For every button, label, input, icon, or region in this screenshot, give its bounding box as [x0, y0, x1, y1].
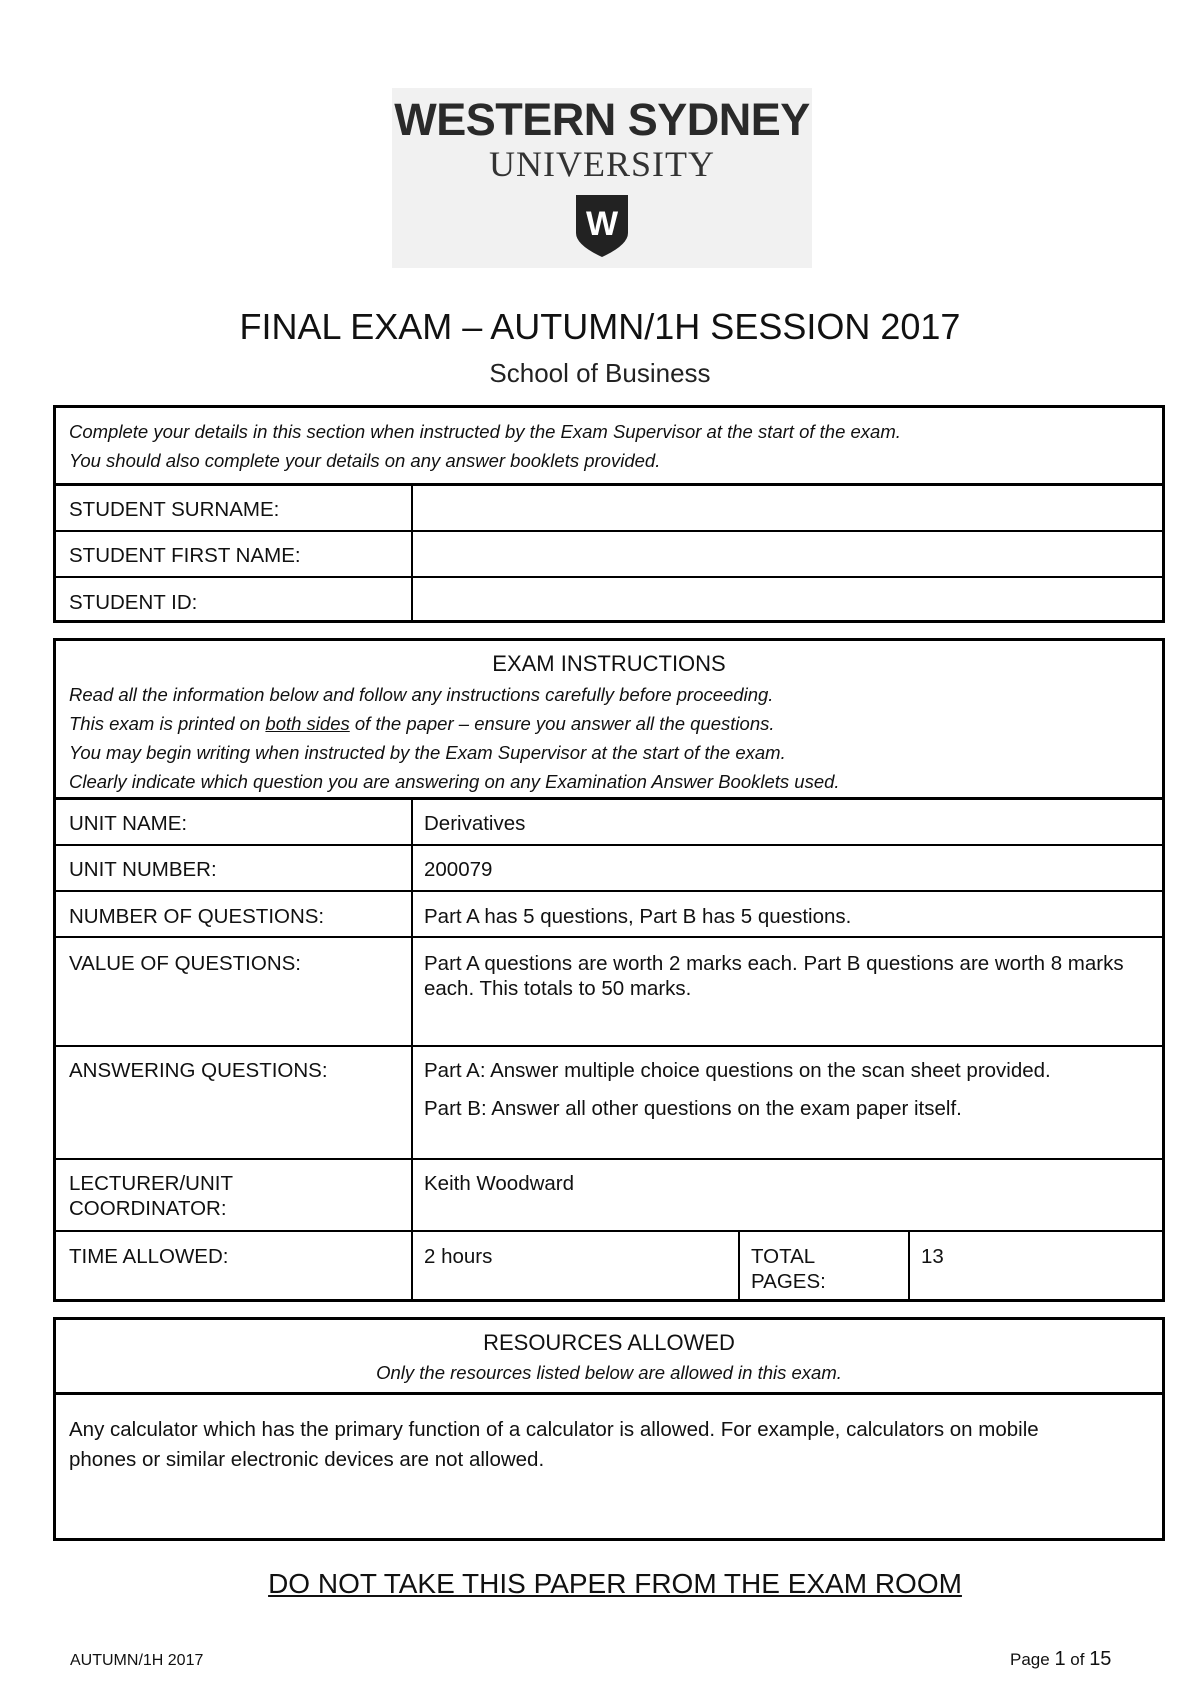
student-details-box	[53, 405, 1165, 623]
divider	[738, 1232, 740, 1299]
num-questions-value: Part A has 5 questions, Part B has 5 questions.	[424, 905, 852, 928]
resources-box	[53, 1317, 1165, 1541]
divider	[56, 1045, 1162, 1047]
value-of-questions-value: Part A questions are worth 2 marks each. Part B questions are worth 8 marks each. This totals to 50 marks.	[424, 952, 1124, 1000]
instruction-line-3: You may begin writing when instructed by the Exam Supervisor at the start of the exam.	[69, 742, 786, 763]
logo-line2: UNIVERSITY	[489, 144, 715, 184]
unit-number-label: UNIT NUMBER:	[69, 858, 217, 881]
lecturer-value: Keith Woodward	[424, 1172, 575, 1195]
exam-instructions-box	[53, 638, 1165, 1302]
surname-field[interactable]	[416, 488, 1156, 528]
divider	[56, 1230, 1162, 1232]
divider	[56, 530, 1162, 532]
university-logo	[392, 88, 812, 268]
total-pages-value: 13	[921, 1245, 944, 1268]
unit-name-label: UNIT NAME:	[69, 812, 188, 835]
value-of-questions-label: VALUE OF QUESTIONS:	[69, 952, 301, 975]
num-questions-label: NUMBER OF QUESTIONS:	[69, 905, 325, 928]
unit-name-value: Derivatives	[424, 812, 526, 835]
time-allowed-value: 2 hours	[424, 1245, 493, 1268]
resources-body-line2: phones or similar electronic devices are not allowed.	[69, 1448, 545, 1471]
school-name: School of Business	[489, 358, 711, 388]
resources-subheading: Only the resources listed below are allowed in this exam.	[376, 1362, 842, 1383]
shield-letter: W	[585, 205, 619, 243]
total-pages-label-line2: PAGES:	[751, 1270, 826, 1293]
lecturer-label-line1: LECTURER/UNIT	[69, 1172, 234, 1195]
page-number: Page 1 of 15	[1010, 1648, 1112, 1670]
resources-heading: RESOURCES ALLOWED	[483, 1330, 735, 1355]
details-instruction-2: You should also complete your details on any answer booklets provided.	[69, 450, 661, 471]
instruction-line-1: Read all the information below and follow any instructions carefully before proceeding.	[69, 684, 774, 705]
resources-body-line1: Any calculator which has the primary function of a calculator is allowed. For example, calculators on mobile	[69, 1418, 1039, 1441]
lecturer-label-line2: COORDINATOR:	[69, 1197, 227, 1220]
divider	[411, 486, 413, 623]
divider	[56, 936, 1162, 938]
divider	[56, 890, 1162, 892]
first-name-label: STUDENT FIRST NAME:	[69, 544, 301, 567]
divider	[56, 1158, 1162, 1160]
footer-session: AUTUMN/1H 2017	[70, 1652, 204, 1669]
do-not-remove-warning: DO NOT TAKE THIS PAPER FROM THE EXAM ROOM	[268, 1568, 962, 1599]
both-sides-emphasis: both sides	[265, 713, 350, 734]
divider	[56, 844, 1162, 846]
details-instruction-1: Complete your details in this section when instructed by the Exam Supervisor at the start of the exam.	[69, 421, 901, 442]
answering-part-b: Part B: Answer all other questions on the exam paper itself.	[424, 1097, 962, 1120]
logo-line1: WESTERN SYDNEY	[394, 94, 810, 145]
divider	[56, 576, 1162, 578]
student-id-field[interactable]	[416, 580, 1156, 620]
answering-questions-label: ANSWERING QUESTIONS:	[69, 1059, 328, 1082]
student-id-label: STUDENT ID:	[69, 591, 198, 614]
unit-number-value: 200079	[424, 858, 493, 881]
divider	[56, 1392, 1162, 1395]
divider	[908, 1232, 910, 1299]
total-pages-label-line1: TOTAL	[751, 1245, 816, 1268]
surname-label: STUDENT SURNAME:	[69, 498, 280, 521]
shield-icon	[574, 193, 630, 259]
divider	[56, 797, 1162, 800]
instruction-line-2: This exam is printed on both sides of the paper – ensure you answer all the questions.	[69, 713, 775, 734]
exam-instructions-heading: EXAM INSTRUCTIONS	[492, 651, 726, 676]
divider	[56, 483, 1162, 486]
time-allowed-label: TIME ALLOWED:	[69, 1245, 229, 1268]
exam-title: FINAL EXAM – AUTUMN/1H SESSION 2017	[239, 306, 961, 347]
divider	[411, 800, 413, 1299]
first-name-field[interactable]	[416, 534, 1156, 574]
answering-part-a: Part A: Answer multiple choice questions on the scan sheet provided.	[424, 1059, 1051, 1082]
instruction-line-4: Clearly indicate which question you are answering on any Examination Answer Booklets used.	[69, 771, 840, 792]
